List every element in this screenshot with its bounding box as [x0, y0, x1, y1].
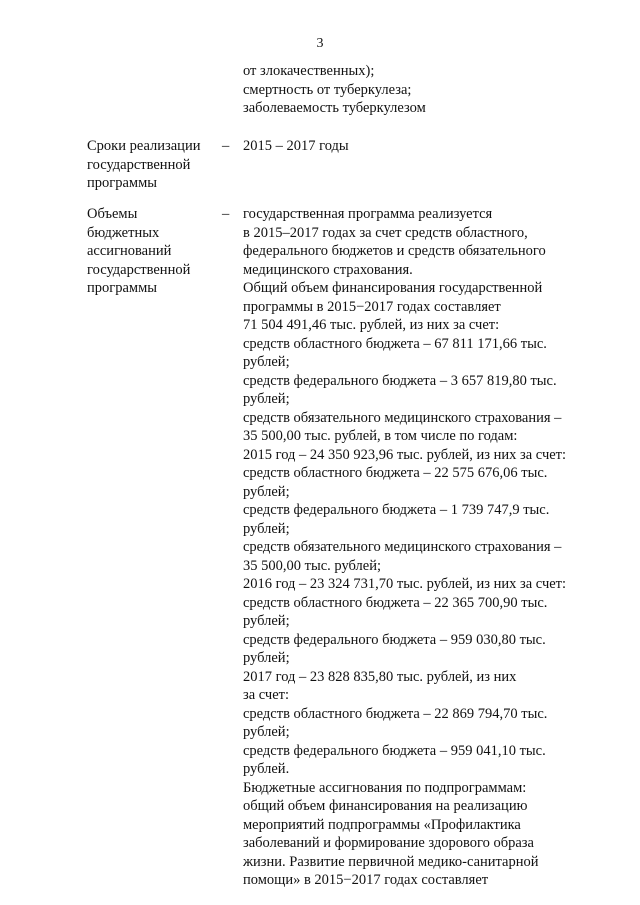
content-line: средств обязательного медицинского страхования –	[243, 409, 562, 426]
content-line: рублей.	[243, 761, 290, 777]
content-line: помощи» в 2015−2017 годах составляет	[243, 872, 489, 888]
content-line: жизни. Развитие первичной медико-санитарной	[243, 853, 539, 870]
row-dash: –	[222, 138, 230, 154]
page-number: 3	[316, 36, 324, 51]
content-line: за счет:	[243, 687, 290, 703]
label-line: бюджетных	[87, 224, 160, 241]
content-line: рублей;	[243, 483, 290, 500]
content-line: федерального бюджетов и средств обязательного	[243, 243, 546, 259]
content-line: средств федерального бюджета – 1 739 747,9 тыс.	[243, 502, 550, 518]
content-line: 2017 год – 23 828 835,80 тыс. рублей, из них	[243, 668, 517, 685]
content-line: средств федерального бюджета – 3 657 819,80 тыс.	[243, 372, 557, 389]
label-line: Сроки реализации	[87, 138, 201, 154]
label-line: программы	[87, 175, 157, 191]
content-line: средств федерального бюджета – 959 030,80 тыс.	[243, 631, 546, 648]
content-line: средств областного бюджета – 22 365 700,90 тыс.	[243, 594, 548, 611]
content-line: общий объем финансирования на реализацию	[243, 798, 528, 814]
scan-header-strip	[0, 0, 640, 8]
content-line: средств обязательного медицинского страхования –	[243, 539, 562, 555]
content-line: рублей;	[243, 520, 290, 537]
content-line: рублей;	[243, 354, 290, 370]
text-line: от злокачественных);	[243, 63, 375, 79]
content-line: рублей;	[243, 724, 290, 740]
label-line: государственной	[87, 261, 191, 278]
text-line: смертность от туберкулеза;	[243, 81, 412, 98]
text-line: заболеваемость туберкулезом	[243, 100, 426, 116]
content-line: рублей;	[243, 613, 290, 629]
content-line: Бюджетные ассигнования по подпрограммам:	[243, 779, 527, 796]
content-line: рублей;	[243, 650, 290, 666]
content-line: заболеваний и формирование здорового образа	[243, 835, 534, 851]
content-line: мероприятий подпрограммы «Профилактика	[243, 816, 521, 833]
content-line: средств федерального бюджета – 959 041,10 тыс.	[243, 742, 546, 759]
row-content	[243, 137, 598, 156]
content-line: средств областного бюджета – 22 869 794,70 тыс.	[243, 705, 548, 722]
content-line: 71 504 491,46 тыс. рублей, из них за счет:	[243, 317, 500, 333]
row-dash: –	[222, 206, 230, 222]
content-line: 2015 – 2017 годы	[243, 138, 349, 154]
content-line: 35 500,00 тыс. рублей;	[243, 557, 381, 574]
label-line: ассигнований	[87, 243, 172, 259]
row-content	[243, 205, 598, 890]
continued-text	[243, 62, 598, 118]
content-line: 2015 год – 24 350 923,96 тыс. рублей, из них за счет:	[243, 446, 567, 463]
content-line: в 2015–2017 годах за счет средств областного,	[243, 224, 528, 241]
content-line: средств областного бюджета – 67 811 171,66 тыс.	[243, 335, 547, 352]
content-line: средств областного бюджета – 22 575 676,06 тыс.	[243, 465, 548, 481]
content-line: программы в 2015−2017 годах составляет	[243, 298, 501, 315]
content-line: государственная программа реализуется	[243, 206, 493, 222]
row-label	[87, 137, 217, 193]
content-line: 2016 год – 23 324 731,70 тыс. рублей, из них за счет:	[243, 576, 567, 592]
content-line: медицинского страхования.	[243, 261, 413, 278]
content-line: 35 500,00 тыс. рублей, в том числе по годам:	[243, 428, 518, 444]
content-line: Общий объем финансирования государственной	[243, 280, 543, 296]
row-label	[87, 205, 217, 298]
label-line: государственной	[87, 156, 191, 173]
label-line: программы	[87, 280, 157, 296]
content-line: рублей;	[243, 391, 290, 407]
label-line: Объемы	[87, 206, 138, 222]
